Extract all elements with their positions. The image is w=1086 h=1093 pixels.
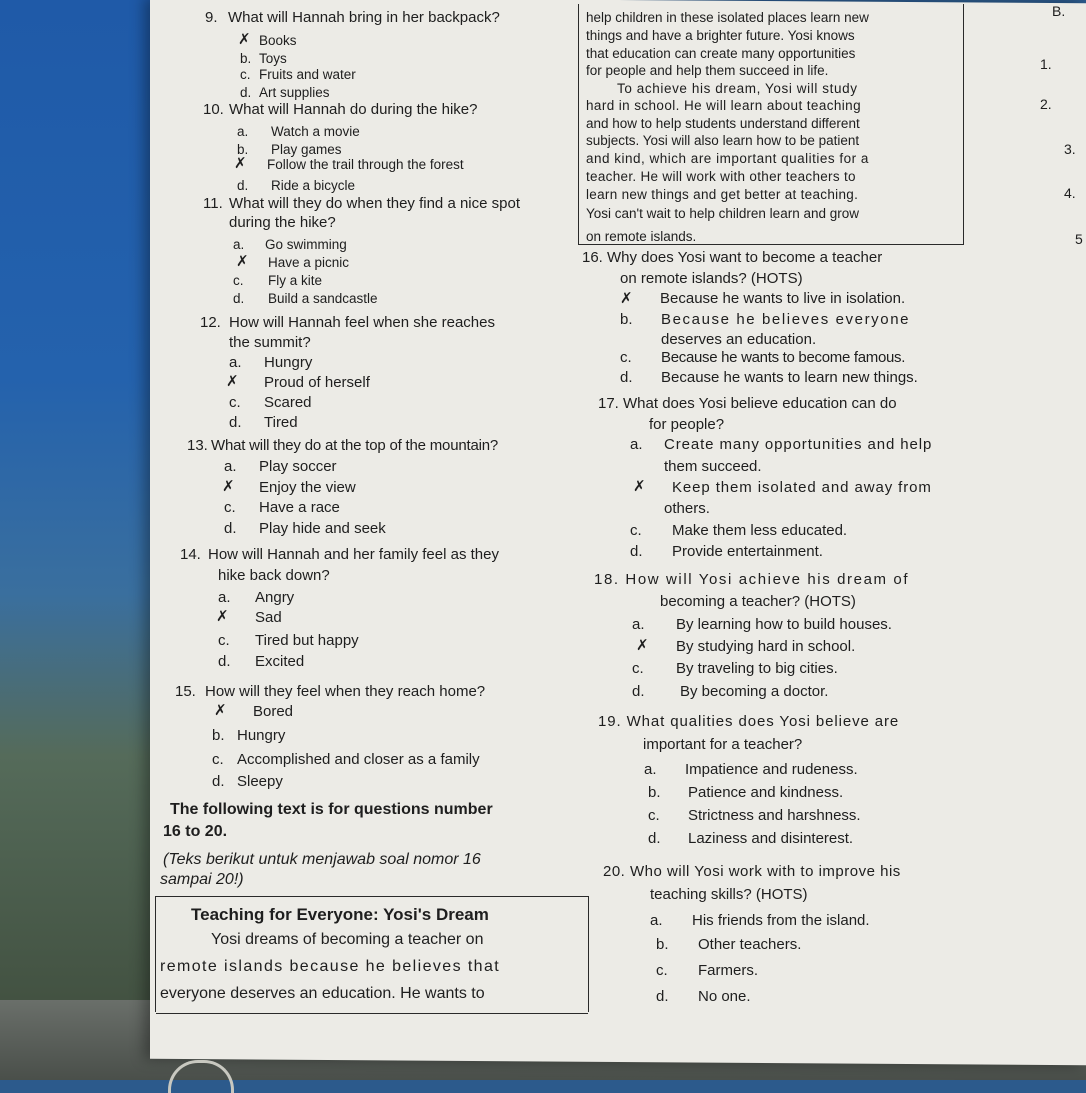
question-13-option-a: Play soccer [259,458,337,475]
passage-line: Yosi can't wait to help children learn and grow [586,206,859,221]
question-10-option-c: Follow the trail through the forest [267,157,464,172]
question-16-text-line1: 16. Why does Yosi want to become a teacher [582,249,883,266]
question-12-text-line2: the summit? [229,334,311,351]
question-12-text-line1: How will Hannah feel when she reaches [229,314,495,331]
question-18-option-d: By becoming a doctor. [680,683,829,700]
passage-line: on remote islands. [586,229,697,244]
question-10-option-a: Watch a movie [271,124,360,139]
question-15-option-d: Sleepy [237,773,283,790]
option-letter: b. [656,936,669,953]
option-letter: d. [620,369,633,386]
question-10-option-d: Ride a bicycle [271,178,356,193]
question-18-text-line2: becoming a teacher? (HOTS) [660,593,856,610]
question-17-option-b-line2: others. [664,500,710,517]
question-15-text: How will they feel when they reach home? [205,683,486,700]
option-letter: a. [218,589,231,606]
question-11-number: 11. [203,195,223,212]
question-11-option-b: Have a picnic [268,255,350,270]
option-letter: c. [656,962,668,979]
question-14-option-c: Tired but happy [255,632,359,649]
passage-line: remote islands because he believes that [160,958,501,975]
question-18-option-b: By studying hard in school. [676,638,856,655]
passage-line: subjects. Yosi will also learn how to be patient [586,133,860,148]
option-letter: b. [212,727,225,744]
passage-line: learn new things and get better at teaching. [586,187,859,202]
question-17-option-c: Make them less educated. [672,522,848,539]
question-10-option-b: Play games [271,142,342,157]
question-16-option-b-line1: Because he believes everyone [661,311,911,328]
option-letter: d. [656,988,669,1005]
passage-line: everyone deserves an education. He wants to [160,985,485,1002]
question-9-option-d: Art supplies [259,85,330,100]
option-letter: d. [632,683,645,700]
question-20-text-line1: 20. Who will Yosi work with to improve his [603,863,901,880]
passage-line: things and have a brighter future. Yosi knows [586,28,855,43]
option-letter: a. [630,436,643,453]
option-letter: a. [650,912,663,929]
question-12-option-c: Scared [264,394,312,411]
option-letter: b. [237,142,249,157]
question-11-option-c: Fly a kite [268,273,323,288]
question-11-option-a: Go swimming [265,237,347,252]
section-b-label: B. [1052,3,1066,19]
passage-line: and how to help students understand different [586,116,860,131]
question-20-text-line2: teaching skills? (HOTS) [650,886,808,903]
question-12-number: 12. [200,314,221,331]
question-17-option-a-line1: Create many opportunities and help [664,436,933,453]
option-letter: c. [240,67,251,82]
option-letter: c. [229,394,241,411]
question-13-text: What will they do at the top of the mountain? [211,437,499,454]
answer-check-mark: ✗ [236,252,249,270]
question-9-number: 9. [205,9,218,26]
question-17-text-line1: 17. What does Yosi believe education can do [598,395,897,412]
option-letter: c. [224,499,236,516]
option-letter: a. [644,761,657,778]
question-15-option-c: Accomplished and closer as a family [237,751,480,768]
option-letter: d. [233,291,245,306]
answer-check-mark: ✗ [234,154,247,172]
option-letter: c. [218,632,230,649]
question-13-option-b: Enjoy the view [259,479,356,496]
question-19-option-c: Strictness and harshness. [688,807,861,824]
question-20-option-b: Other teachers. [698,936,802,953]
section-intro-line2: 16 to 20. [163,823,228,840]
question-19-option-b: Patience and kindness. [688,784,844,801]
question-17-option-b-line1: Keep them isolated and away from [672,479,932,496]
passage-title: Teaching for Everyone: Yosi's Dream [191,905,489,924]
question-9-option-b: Toys [259,51,287,66]
option-letter: c. [212,751,224,768]
question-19-option-a: Impatience and rudeness. [685,761,858,778]
question-14-number: 14. [180,546,201,563]
option-letter: a. [233,237,245,252]
option-letter: d. [212,773,225,790]
option-letter: d. [648,830,661,847]
section-intro-indonesian-line1: (Teks berikut untuk menjawab soal nomor 16 [163,851,481,868]
option-letter: a. [632,616,645,633]
side-number: 5 [1075,231,1083,247]
question-19-text-line2: important for a teacher? [643,736,803,753]
question-14-text-line1: How will Hannah and her family feel as they [208,546,499,563]
answer-check-mark: ✗ [214,701,227,719]
option-letter: d. [224,520,237,537]
question-16-option-a: Because he wants to live in isolation. [660,290,906,307]
question-16-text-line2: on remote islands? (HOTS) [620,270,803,287]
side-number: 3. [1064,141,1076,157]
question-18-option-a: By learning how to build houses. [676,616,892,633]
question-18-option-c: By traveling to big cities. [676,660,838,677]
passage-line: hard in school. He will learn about teaching [586,98,862,113]
question-9-text: What will Hannah bring in her backpack? [228,9,500,26]
section-intro-line1: The following text is for questions number [170,801,493,818]
side-number: 4. [1064,185,1076,201]
answer-check-mark: ✗ [226,372,239,390]
question-16-option-d: Because he wants to learn new things. [661,369,918,386]
option-letter: c. [630,522,642,539]
option-letter: c. [648,807,660,824]
option-letter: b. [240,51,252,66]
question-11-option-d: Build a sandcastle [268,291,378,306]
question-11-text-line2: during the hike? [229,214,336,231]
question-15-option-b: Hungry [237,727,286,744]
option-letter: d. [229,414,242,431]
option-letter: d. [218,653,231,670]
option-letter: d. [630,543,643,560]
passage-line: and kind, which are important qualities for a [586,151,869,166]
option-letter: a. [224,458,237,475]
question-9-option-a: Books [259,33,297,48]
question-15-number: 15. [175,683,196,700]
question-14-option-b: Sad [255,609,282,626]
question-20-option-c: Farmers. [698,962,758,979]
question-11-text-line1: What will they do when they find a nice spot [229,195,520,212]
answer-check-mark: ✗ [620,289,633,307]
option-letter: d. [240,85,252,100]
question-13-option-c: Have a race [259,499,340,516]
question-20-option-a: His friends from the island. [692,912,870,929]
question-12-option-b: Proud of herself [264,374,370,391]
option-letter: a. [237,124,249,139]
question-9-option-c: Fruits and water [259,67,356,82]
question-17-text-line2: for people? [649,416,725,433]
answer-check-mark: ✗ [222,477,235,495]
question-16-option-c: Because he wants to become famous. [661,349,906,366]
passage-line: for people and help them succeed in life. [586,63,829,78]
question-12-option-d: Tired [264,414,298,431]
option-letter: c. [632,660,644,677]
question-13-option-d: Play hide and seek [259,520,386,537]
side-number: 2. [1040,96,1052,112]
side-number: 1. [1040,56,1052,72]
passage-line: help children in these isolated places learn new [586,10,869,25]
question-14-option-d: Excited [255,653,305,670]
question-18-text-line1: 18. How will Yosi achieve his dream of [594,571,910,588]
question-14-option-a: Angry [255,589,295,606]
passage-line: Yosi dreams of becoming a teacher on [211,931,484,948]
answer-check-mark: ✗ [636,636,649,654]
question-19-text-line1: 19. What qualities does Yosi believe are [598,713,900,730]
question-19-option-d: Laziness and disinterest. [688,830,854,847]
section-intro-indonesian-line2: sampai 20!) [160,871,244,888]
question-16-option-b-line2: deserves an education. [661,331,817,348]
question-17-option-d: Provide entertainment. [672,543,823,560]
question-12-option-a: Hungry [264,354,313,371]
question-13-number: 13. [187,437,208,454]
question-10-text: What will Hannah do during the hike? [229,101,478,118]
answer-check-mark: ✗ [633,477,646,495]
passage-line: To achieve his dream, Yosi will study [617,81,858,96]
question-14-text-line2: hike back down? [218,567,330,584]
answer-check-mark: ✗ [216,607,229,625]
answer-check-mark: ✗ [238,30,251,48]
option-letter: c. [620,349,632,366]
passage-line: that education can create many opportunities [586,46,856,61]
option-letter: d. [237,178,249,193]
question-10-number: 10. [203,101,224,118]
option-letter: b. [620,311,633,328]
passage-line: teacher. He will work with other teachers to [586,169,856,184]
question-17-option-a-line2: them succeed. [664,458,762,475]
option-letter: a. [229,354,242,371]
option-letter: c. [233,273,244,288]
question-15-option-a: Bored [253,703,294,720]
question-20-option-d: No one. [698,988,751,1005]
option-letter: b. [648,784,661,801]
